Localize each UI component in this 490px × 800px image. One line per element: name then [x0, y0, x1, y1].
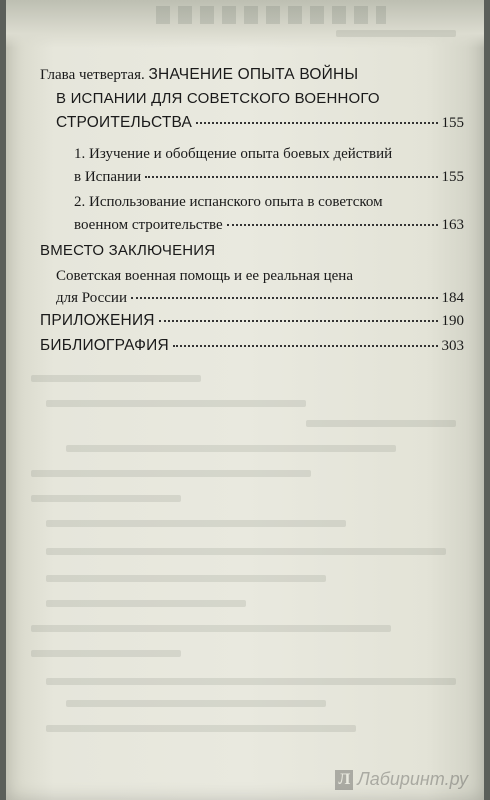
dot-leader [196, 122, 437, 124]
watermark-logo [335, 769, 468, 790]
page-number: 303 [441, 338, 464, 354]
section-1-title-part-1: 1. Изучение и обобщение опыта боевых действий [74, 146, 393, 162]
dot-leader [131, 297, 438, 299]
toc-entry-section-2 [74, 216, 464, 234]
dot-leader [227, 224, 438, 226]
page-number: 155 [441, 115, 464, 131]
section-2-title-part-1: 2. Использование испанского опыта в советском [74, 194, 383, 210]
table-of-contents [6, 0, 484, 800]
bibliography-title: БИБЛИОГРАФИЯ [40, 337, 169, 354]
watermark-mark: Л [335, 770, 353, 790]
toc-entry-section-1 [74, 168, 464, 186]
page-number: 155 [441, 169, 464, 185]
toc-entry-conclusion [56, 289, 464, 307]
appendices-title: ПРИЛОЖЕНИЯ [40, 312, 155, 329]
toc-entry-bibliography [40, 337, 464, 355]
page-number: 190 [441, 313, 464, 329]
dot-leader [159, 320, 438, 322]
dot-leader [145, 176, 437, 178]
conclusion-subtitle-part-1: Советская военная помощь и ее реальная цена [56, 268, 353, 284]
conclusion-subtitle-part-2: для России [56, 290, 127, 306]
dot-leader [173, 345, 438, 347]
section-1-title-part-2: в Испании [74, 169, 142, 185]
book-page [6, 0, 484, 800]
chapter-title-part-1: ЗНАЧЕНИЕ ОПЫТА ВОЙНЫ [148, 66, 359, 83]
page-number: 184 [441, 290, 464, 306]
watermark-text: Лабиринт.ру [357, 769, 468, 789]
toc-entry-chapter4 [56, 114, 464, 132]
section-2-title-part-2: военном строительстве [74, 217, 223, 233]
chapter-title-part-3: СТРОИТЕЛЬСТВА [56, 114, 193, 131]
chapter-prefix: Глава четвертая. [40, 67, 145, 83]
page-number: 163 [441, 217, 464, 233]
conclusion-title: ВМЕСТО ЗАКЛЮЧЕНИЯ [40, 242, 216, 259]
toc-chapter-line-1 [40, 66, 358, 84]
chapter-title-part-2: В ИСПАНИИ ДЛЯ СОВЕТСКОГО ВОЕННОГО [56, 90, 380, 107]
toc-entry-appendices [40, 312, 464, 330]
